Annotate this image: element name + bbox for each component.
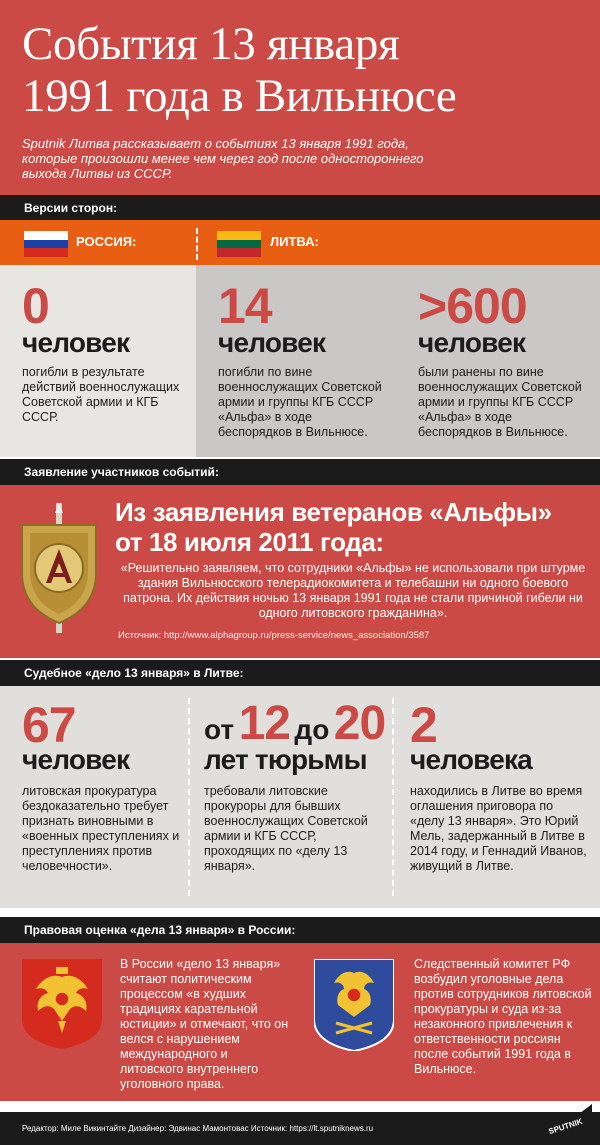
- court-unit: лет тюрьмы: [204, 744, 367, 775]
- stat-text: погибли по вине военнослужащих Советской армии и группы КГБ СССР «Альфа» в ходе беспорядков в Вильнюсе.: [218, 365, 382, 439]
- russia-label: РОССИЯ:: [76, 234, 137, 249]
- versions-stats: [0, 265, 600, 457]
- subtitle: [22, 136, 452, 181]
- stat-text: погибли в результате действий военнослужащих Советской армии и КГБ СССР.: [22, 365, 180, 424]
- footer: [0, 1112, 600, 1145]
- range-max: 20: [333, 697, 386, 750]
- sputnik-logo: [542, 1104, 592, 1142]
- investigative-committee-emblem-icon: [314, 959, 394, 1051]
- lithuania-label: ЛИТВА:: [270, 234, 319, 249]
- range-min: 12: [238, 697, 290, 750]
- stat-number: 14: [218, 278, 272, 334]
- sides-bar: [0, 220, 600, 265]
- court-number: 67: [22, 697, 76, 753]
- divider: [392, 698, 394, 896]
- stat-text: были ранены по вине военнослужащих Советской армии и группы КГБ СССР «Альфа» в ходе беспорядков в Вильнюсе.: [418, 365, 582, 439]
- russia-flag-icon: [24, 231, 68, 257]
- alpha-emblem-icon: [14, 503, 104, 633]
- subtitle-lead: Sputnik Литва: [22, 136, 110, 151]
- title-line-2: 1991 года в Вильнюсе: [22, 70, 457, 122]
- stat-unit: человек: [22, 327, 130, 358]
- alpha-title: [115, 497, 552, 557]
- russia-coat-of-arms-icon: [22, 959, 102, 1049]
- section-heading-statement: Заявление участников событий:: [0, 459, 600, 485]
- title-line-1: События 13 января: [22, 18, 400, 70]
- alpha-statement: [0, 485, 600, 658]
- range-from: от: [204, 714, 235, 745]
- stat-number: 0: [22, 278, 49, 334]
- section-heading-versions: Версии сторон:: [0, 195, 600, 221]
- stat-number: >600: [418, 278, 527, 334]
- alpha-title-line-1: Из заявления ветеранов «Альфы»: [115, 497, 552, 527]
- court-unit: человека: [410, 744, 532, 775]
- alpha-title-line-2: от 18 июля 2011 года:: [115, 527, 384, 557]
- page-title: [22, 18, 456, 122]
- court-text: требовали литовские прокуроры для бывших военнослужащих Советской армии и КГБ СССР, проходящих по «делу 13 января».: [204, 784, 368, 873]
- legal-section: [0, 943, 600, 1101]
- stat-unit: человек: [218, 327, 326, 358]
- divider: [196, 228, 198, 260]
- court-text: находились в Литве во время оглашения приговора по «делу 13 января». Это Юрий Мель, задержанный в Литве в 2014 году, и Геннадий Иванов, живущий в Литве.: [410, 784, 587, 873]
- stat-unit: человек: [418, 327, 526, 358]
- court-unit: человек: [22, 744, 130, 775]
- legal-left-text: В России «дело 13 января» считают политическим процессом «в худших традициях карательной юстиции» и отмечают, что он велся с нарушением международного и литовского внутреннего уголовного права.: [120, 957, 289, 1091]
- header: [0, 0, 600, 195]
- source-note: Источник: http://www.alphagroup.ru/press-service/news_association/3587: [118, 630, 430, 641]
- footer-credits: Редактор: Миле Викинтайте Дизайнер: Эдвинас Мамонтовас Источник: https://lt.sputniknews.ru: [22, 1124, 374, 1133]
- legal-right-text: Следственный комитет РФ возбудил уголовные дела против сотрудников литовской прокуратуры и суда из-за незаконного привлечения к ответственности россиян после событий 1991 года в Вильнюсе.: [414, 957, 592, 1076]
- court-range: [204, 696, 385, 751]
- subtitle-rest: рассказывает о событиях 13 января 1991 года, которые произошли менее чем через год после одностороннего выхода Литвы из СССР.: [22, 136, 424, 181]
- lithuania-flag-icon: [217, 231, 261, 257]
- sputnik-logo-text: SPUTNIK: [547, 1116, 584, 1137]
- range-to: до: [294, 714, 330, 745]
- court-number: 2: [410, 697, 437, 753]
- court-stats: [0, 686, 600, 908]
- divider: [188, 698, 190, 896]
- court-text: литовская прокуратура бездоказательно требует признать виновными в «военных преступлениях и преступлениях против человечности».: [22, 784, 180, 873]
- alpha-quote: «Решительно заявляем, что сотрудники «Альфы» не использовали при штурме здания Вильнюсского телерадиокомитета и телебашни ни одного боевого патрона. Их действия ночью 13 января 1991 года не стали причиной гибели ни одного литовского гражданина».: [120, 561, 586, 620]
- section-heading-court: Судебное «дело 13 января» в Литве:: [0, 660, 600, 686]
- section-heading-legal: Правовая оценка «дела 13 января» в России:: [0, 917, 600, 943]
